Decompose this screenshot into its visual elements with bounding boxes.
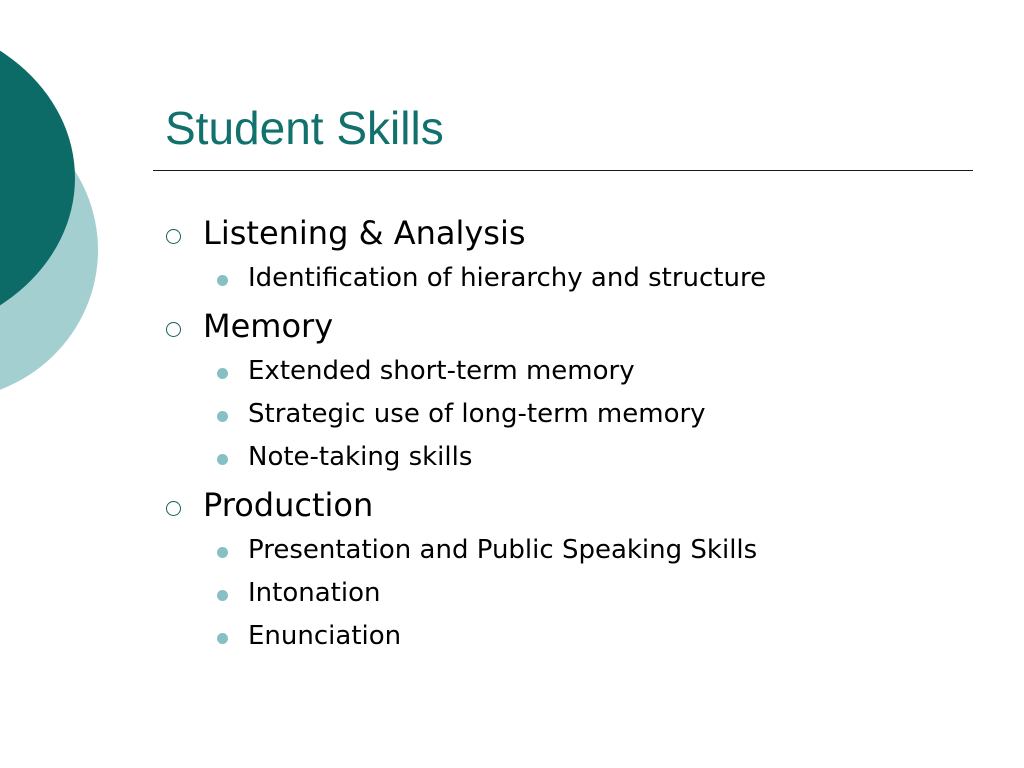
section-heading: Production [203,486,374,524]
section-heading: Memory [203,307,334,345]
list-item [203,350,1003,393]
section-heading: Listening & Analysis [203,214,526,252]
section-memory [163,304,1003,348]
slide-title: Student Skills [165,102,444,154]
list-item [203,572,1003,615]
hollow-circle-bullet-icon [166,501,181,516]
list-item [203,257,1003,300]
list-item-text: Intonation [248,578,381,608]
list-item [203,393,1003,436]
section-production [163,483,1003,527]
sub-list-listening-analysis [163,257,1003,300]
list-item-text: Enunciation [248,621,402,651]
dot-bullet-icon [217,368,228,379]
list-item-text: Note-taking skills [248,442,473,472]
hollow-circle-bullet-icon [166,229,181,244]
dot-bullet-icon [217,590,228,601]
list-item-text: Presentation and Public Speaking Skills [248,535,758,565]
section-listening-analysis [163,211,1003,255]
title-divider [153,170,973,171]
dot-bullet-icon [217,454,228,465]
list-item-text: Strategic use of long-term memory [248,399,706,429]
bullet-list [163,211,1003,662]
list-item [203,436,1003,479]
dot-bullet-icon [217,411,228,422]
hollow-circle-bullet-icon [166,322,181,337]
list-item [203,529,1003,572]
sub-list-production [163,529,1003,658]
list-item [203,615,1003,658]
sub-list-memory [163,350,1003,479]
dot-bullet-icon [217,633,228,644]
list-item-text: Identification of hierarchy and structure [248,263,767,293]
list-item-text: Extended short-term memory [248,356,635,386]
dot-bullet-icon [217,275,228,286]
dot-bullet-icon [217,547,228,558]
